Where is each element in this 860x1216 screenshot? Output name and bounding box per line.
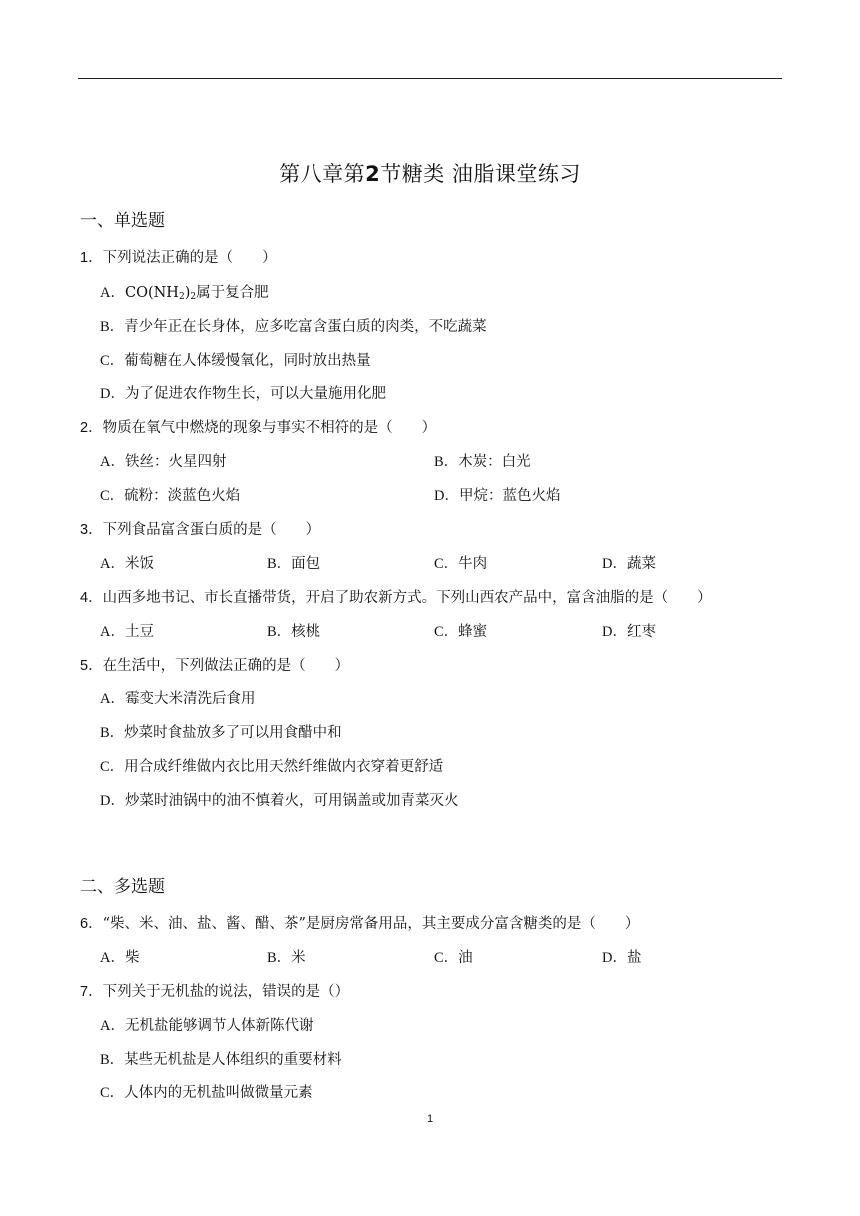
q7-option-c: C．人体内的无机盐叫做微量元素 (100, 1085, 313, 1101)
question-5: 5．在生活中，下列做法正确的是（ ） (80, 658, 350, 674)
page-number: 1 (426, 1113, 434, 1125)
q1-option-d: D．为了促进农作物生长，可以大量施用化肥 (100, 386, 386, 402)
q6-option-b: B．米 (267, 950, 306, 966)
q2-option-c: C．硫粉：淡蓝色火焰 (100, 488, 241, 504)
q6-option-a: A．柴 (100, 950, 140, 966)
question-2: 2．物质在氧气中燃烧的现象与事实不相符的是（ ） (80, 420, 437, 436)
section-heading-single-choice: 一、单选题 (80, 211, 165, 231)
q2-option-a: A．铁丝：火星四射 (100, 454, 227, 470)
q3-option-d: D．蔬菜 (602, 556, 656, 572)
q5-option-a: A．霉变大米清洗后食用 (100, 691, 256, 707)
q6-option-c: C．油 (434, 950, 473, 966)
question-3: 3．下列食品富含蛋白质的是（ ） (80, 522, 321, 538)
q1-option-b: B．青少年正在长身体，应多吃富含蛋白质的肉类，不吃蔬菜 (100, 319, 487, 335)
q3-option-b: B．面包 (267, 556, 321, 572)
header-rule (78, 78, 782, 79)
q2-option-d: D．甲烷：蓝色火焰 (434, 488, 561, 504)
q3-option-a: A．米饭 (100, 556, 154, 572)
section-heading-multi-choice: 二、多选题 (80, 877, 165, 897)
q4-option-a: A．土豆 (100, 624, 154, 640)
q7-option-a: A．无机盐能够调节人体新陈代谢 (100, 1018, 314, 1034)
q5-option-b: B．炒菜时食盐放多了可以用食醋中和 (100, 725, 342, 741)
page-title: 第八章第2节糖类 油脂课堂练习 (279, 162, 581, 186)
question-4: 4．山西多地书记、市长直播带货，开启了助农新方式。下列山西农产品中，富含油脂的是（ ） (80, 590, 712, 606)
question-6: 6．“柴、米、油、盐、酱、醋、茶”是厨房常备用品，其主要成分富含糖类的是（ ） (80, 916, 640, 932)
q5-option-c: C．用合成纤维做内衣比用天然纤维做内衣穿着更舒适 (100, 759, 444, 775)
q2-option-b: B．木炭：白光 (434, 454, 531, 470)
q4-option-b: B．核桃 (267, 624, 321, 640)
q6-option-d: D．盐 (602, 950, 642, 966)
q7-option-b: B．某些无机盐是人体组织的重要材料 (100, 1052, 342, 1068)
q4-option-d: D．红枣 (602, 624, 656, 640)
q1-option-a: A．$CO(NH_2)_2$属于复合肥 (100, 285, 269, 302)
q3-option-c: C．牛肉 (434, 556, 488, 572)
question-1: 1．下列说法正确的是（ ） (80, 250, 277, 266)
question-7: 7．下列关于无机盐的说法，错误的是（） (80, 984, 350, 1000)
q5-option-d: D．炒菜时油锅中的油不慎着火，可用锅盖或加青菜灭火 (100, 793, 459, 809)
q4-option-c: C．蜂蜜 (434, 624, 488, 640)
q1-option-c: C．葡萄糖在人体缓慢氧化，同时放出热量 (100, 353, 371, 369)
